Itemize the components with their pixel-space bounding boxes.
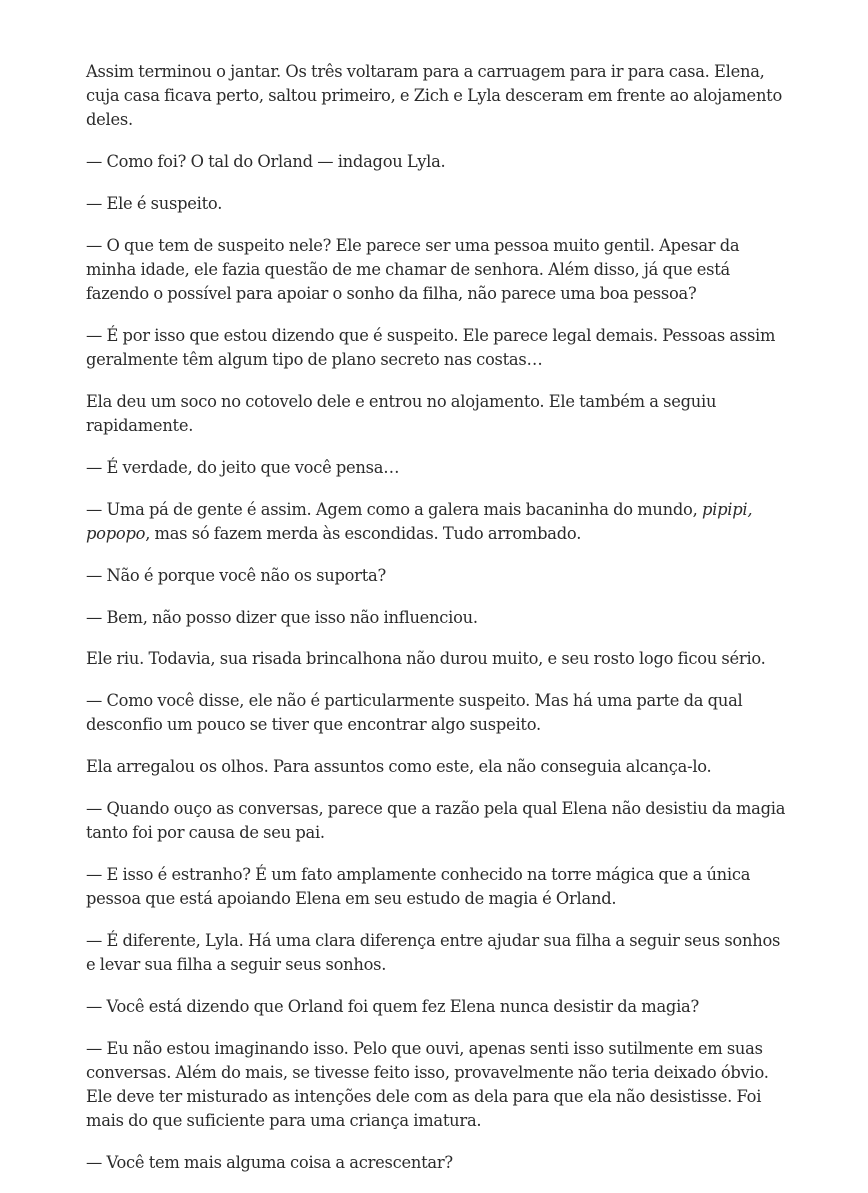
paragraph-text: — Eu não estou imaginando isso. Pelo que ouvi, apenas senti isso sutilmente em suas conversas. Além do mais, se tivesse feito isso, provavelmente não teria deixado óbvio. Ele deve ter misturado as intenções dele com as dela para que ela não desistisse. Foi mais do que suficiente para uma criança imatura. — [86, 1038, 769, 1131]
paragraph — [86, 647, 786, 671]
paragraph — [86, 390, 786, 438]
paragraph — [86, 150, 786, 174]
paragraph-text: — O que tem de suspeito nele? Ele parece ser uma pessoa muito gentil. Apesar da minha idade, ele fazia questão de me chamar de senhora. Além disso, já que está fazendo o possível para apoiar o sonho da filha, não parece uma boa pessoa? — [86, 235, 740, 304]
paragraph — [86, 929, 786, 977]
paragraph-text: — Ele é suspeito. — [86, 194, 223, 213]
paragraph — [86, 606, 786, 630]
paragraph — [86, 456, 786, 480]
paragraph — [86, 192, 786, 216]
paragraph-text: Ela arregalou os olhos. Para assuntos como este, ela não conseguia alcança-lo. — [86, 757, 712, 777]
paragraph — [86, 564, 786, 588]
paragraph — [86, 755, 786, 779]
paragraph — [86, 498, 786, 546]
paragraph — [86, 689, 786, 737]
paragraph-text: Ela deu um soco no cotovelo dele e entrou no alojamento. Ele também a seguiu rapidamente. — [86, 392, 717, 436]
paragraph-text: Assim terminou o jantar. Os três voltaram para a carruagem para ir para casa. Elena, cuja casa ficava perto, saltou primeiro, e Zich e Lyla desceram em frente ao alojamento deles. — [86, 62, 783, 130]
paragraph-text: — Uma pá de gente é assim. Agem como a galera mais bacaninha do mundo, — [86, 499, 702, 519]
paragraph-text: — É por isso que estou dizendo que é suspeito. Ele parece legal demais. Pessoas assim geralmente têm algum tipo de plano secreto nas costas… — [86, 326, 776, 370]
paragraph-text: — Como foi? O tal do Orland — indagou Lyla. — [86, 152, 446, 172]
document-page — [86, 60, 786, 1193]
paragraph-text: Ele riu. Todavia, sua risada brincalhona não durou muito, e seu rosto logo ficou sério. — [86, 649, 766, 669]
paragraph-text: — Quando ouço as conversas, parece que a razão pela qual Elena não desistiu da magia tanto foi por causa de seu pai. — [86, 798, 786, 843]
paragraph-text: — Você está dizendo que Orland foi quem fez Elena nunca desistir da magia? — [86, 996, 699, 1016]
paragraph-text: — Não é porque você não os suporta? — [86, 565, 386, 585]
paragraph — [86, 797, 786, 845]
italic-onomatopoeia: pipipi, popopo — [86, 499, 753, 543]
paragraph-text: , mas só fazem merda às escondidas. Tudo arrombado. — [145, 524, 582, 543]
paragraph — [86, 1037, 786, 1134]
paragraph — [86, 863, 786, 911]
paragraph-text: — Como você disse, ele não é particularmente suspeito. Mas há uma parte da qual desconfio um pouco se tiver que encontrar algo suspeito. — [86, 691, 743, 735]
paragraph-text: — Você tem mais alguma coisa a acrescentar? — [86, 1153, 453, 1173]
paragraph-text: — É verdade, do jeito que você pensa… — [86, 458, 400, 477]
paragraph-text: — E isso é estranho? É um fato amplamente conhecido na torre mágica que a única pessoa que está apoiando Elena em seu estudo de magia é Orland. — [86, 864, 751, 909]
paragraph-text: — Bem, não posso dizer que isso não influenciou. — [86, 607, 478, 627]
paragraph — [86, 234, 786, 307]
paragraph-text: — É diferente, Lyla. Há uma clara diferença entre ajudar sua filha a seguir seus sonhos e levar sua filha a seguir seus sonhos. — [86, 930, 781, 975]
paragraph — [86, 995, 786, 1019]
paragraph — [86, 324, 786, 372]
paragraph — [86, 60, 786, 133]
paragraph — [86, 1151, 786, 1175]
